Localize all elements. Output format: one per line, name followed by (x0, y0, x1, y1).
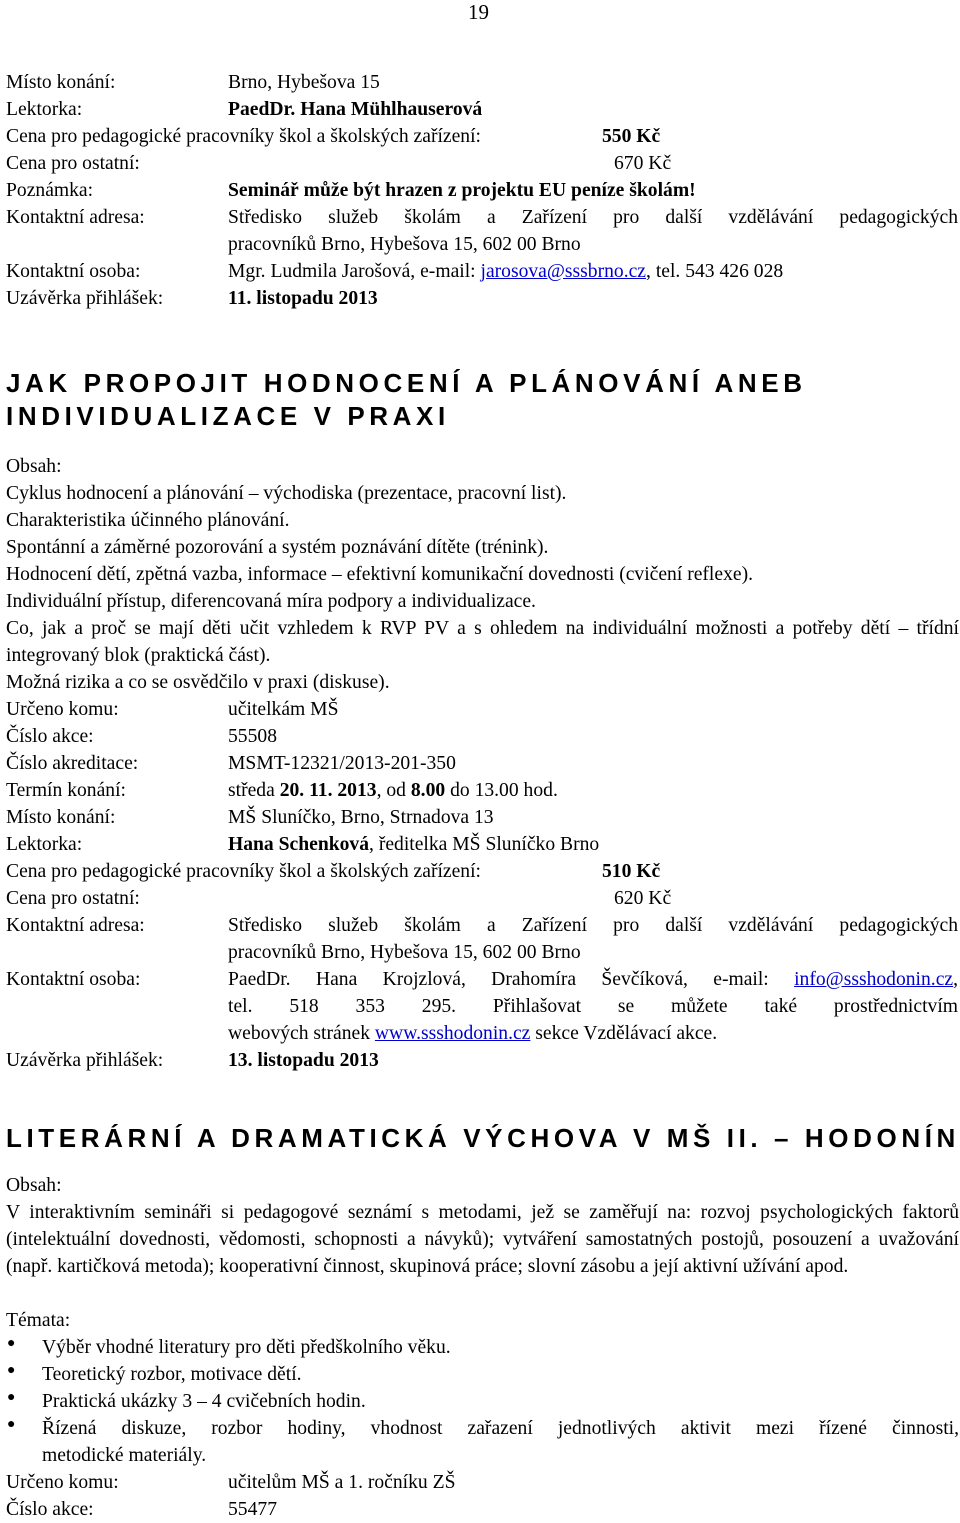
content-paragraph: Co, jak a proč se mají děti učit vzhledem k RVP PV a s ohledem na individuální možnosti a potřeby dětí – třídní integrovaný blok (praktická část). (6, 618, 959, 667)
price-others-value: 670 Kč (614, 153, 672, 174)
event-number-label: Číslo akce: (6, 726, 94, 747)
price-teachers-label: Cena pro pedagogické pracovníky škol a školských zařízení: (6, 126, 481, 147)
date-from: , od (376, 780, 411, 801)
contact-address-line2: pracovníků Brno, Hybešova 15, 602 00 Brno (228, 942, 581, 963)
page-number: 19 (468, 0, 489, 24)
price-others-label: Cena pro ostatní: (6, 153, 140, 174)
date-end: do 13.00 hod. (445, 780, 558, 801)
venue-label: Místo konání: (6, 807, 116, 828)
contact-address-line1: Středisko služeb školám a Zařízení pro další vzdělávání pedagogických (228, 207, 958, 228)
event-number-value: 55477 (228, 1499, 277, 1520)
venue-value: Brno, Hybešova 15 (228, 72, 380, 93)
accreditation-label: Číslo akreditace: (6, 753, 139, 774)
venue-value: MŠ Sluníčko, Brno, Strnadova 13 (228, 807, 494, 828)
bullet-icon: ● (7, 1363, 16, 1378)
bullet-icon: ● (7, 1390, 16, 1405)
contact-person-line2: tel. 518 353 295. Přihlašovat se můžete také prostřednictvím (228, 996, 958, 1017)
topics-label: Témata: (6, 1310, 71, 1331)
content-label: Obsah: (6, 1175, 62, 1196)
content-item: Cyklus hodnocení a plánování – východiska (prezentace, pracovní list). (6, 483, 567, 504)
topic-item: Řízená diskuze, rozbor hodiny, vhodnost zařazení jednotlivých aktivit mezi řízené činnosti, (42, 1418, 959, 1439)
contact-person-line3 (228, 1020, 717, 1047)
date-value (228, 777, 558, 804)
content-label: Obsah: (6, 456, 62, 477)
contact-person-value (228, 258, 783, 285)
contact-address-label: Kontaktní adresa: (6, 207, 145, 228)
deadline-label: Uzávěrka přihlášek: (6, 1050, 164, 1071)
price-teachers-value: 550 Kč (602, 126, 661, 147)
lecturer-label: Lektorka: (6, 834, 83, 855)
event-number-label: Číslo akce: (6, 1499, 94, 1520)
venue-label: Místo konání: (6, 72, 116, 93)
comma: , (953, 969, 958, 990)
audience-label: Určeno komu: (6, 1472, 119, 1493)
contact-person-label: Kontaktní osoba: (6, 969, 141, 990)
topic-item: Teoretický rozbor, motivace dětí. (42, 1364, 302, 1385)
lecturer-name: Hana Schenková (228, 834, 370, 855)
lecturer-value: PaedDr. Hana Mühlhauserová (228, 99, 483, 120)
date-weekday: středa (228, 780, 280, 801)
contact-address-label: Kontaktní adresa: (6, 915, 145, 936)
contact-person-names: PaedDr. Hana Krojzlová, Drahomíra Ševčíková, e-mail: (228, 969, 795, 990)
audience-value: učitelům MŠ a 1. ročníku ZŠ (228, 1472, 456, 1493)
web-prefix: webových stránek (228, 1023, 375, 1044)
section-heading: LITERÁRNÍ A DRAMATICKÁ VÝCHOVA V MŠ II. – HODONÍN (6, 1123, 960, 1153)
price-teachers-value: 510 Kč (602, 861, 661, 882)
topic-item-continuation: metodické materiály. (42, 1445, 207, 1466)
web-suffix: sekce Vzdělávací akce. (530, 1023, 718, 1044)
bullet-icon: ● (7, 1336, 16, 1351)
price-others-label: Cena pro ostatní: (6, 888, 140, 909)
lecturer-role: , ředitelka MŠ Sluníčko Brno (369, 834, 600, 855)
lecturer-value (228, 831, 599, 858)
topic-item: Praktická ukázky 3 – 4 cvičebních hodin. (42, 1391, 366, 1412)
note-value: Seminář může být hrazen z projektu EU peníze školám! (228, 180, 696, 201)
contact-address-line2: pracovníků Brno, Hybešova 15, 602 00 Brno (228, 234, 581, 255)
note-label: Poznámka: (6, 180, 94, 201)
bullet-icon: ● (7, 1417, 16, 1432)
email-link[interactable]: info@ssshodonin.cz (794, 969, 954, 990)
contact-person-name: Mgr. Ludmila Jarošová, e-mail: (228, 261, 481, 282)
contact-address-line1: Středisko služeb školám a Zařízení pro další vzdělávání pedagogických (228, 915, 958, 936)
deadline-label: Uzávěrka přihlášek: (6, 288, 164, 309)
date-day: 20. 11. 2013 (279, 780, 377, 801)
contact-person-label: Kontaktní osoba: (6, 261, 141, 282)
content-paragraph: V interaktivním semináři si pedagogové seznámí s metodami, jež se zaměřují na: rozvoj psychologických faktorů (intelektuální dovednosti, vědomosti, schopnosti a návyků); vytváření samostatných postojů, posouzení a uvažování (např. kartičková metoda); kooperativní činnost, skupinová práce; slovní zásobu a její aktivní užívání apod. (6, 1202, 959, 1278)
event-number-value: 55508 (228, 726, 277, 747)
email-link[interactable]: jarosova@sssbrno.cz (480, 261, 647, 282)
content-item: Možná rizika a co se osvědčilo v praxi (diskuse). (6, 672, 390, 693)
contact-person-phone: , tel. 543 426 028 (646, 261, 784, 282)
accreditation-value: MSMT-12321/2013-201-350 (228, 753, 456, 774)
deadline-value: 13. listopadu 2013 (228, 1050, 379, 1071)
date-start: 8.00 (410, 780, 446, 801)
website-link[interactable]: www.ssshodonin.cz (374, 1023, 531, 1044)
content-item: Charakteristika účinného plánování. (6, 510, 290, 531)
contact-person-line1 (228, 966, 958, 993)
section-heading-line2: INDIVIDUALIZACE V PRAXI (6, 401, 450, 431)
audience-value: učitelkám MŠ (228, 699, 339, 720)
section-heading-line1: JAK PROPOJIT HODNOCENÍ A PLÁNOVÁNÍ ANEB (6, 368, 807, 398)
price-others-value: 620 Kč (614, 888, 672, 909)
price-teachers-label: Cena pro pedagogické pracovníky škol a školských zařízení: (6, 861, 481, 882)
lecturer-label: Lektorka: (6, 99, 83, 120)
deadline-value: 11. listopadu 2013 (228, 288, 378, 309)
date-label: Termín konání: (6, 780, 126, 801)
topic-item: Výběr vhodné literatury pro děti předškolního věku. (42, 1337, 451, 1358)
content-item: Individuální přístup, diferencovaná míra podpory a individualizace. (6, 591, 536, 612)
audience-label: Určeno komu: (6, 699, 119, 720)
content-item: Spontánní a záměrné pozorování a systém poznávání dítěte (trénink). (6, 537, 549, 558)
content-item: Hodnocení dětí, zpětná vazba, informace – efektivní komunikační dovednosti (cvičení reflexe). (6, 564, 753, 585)
